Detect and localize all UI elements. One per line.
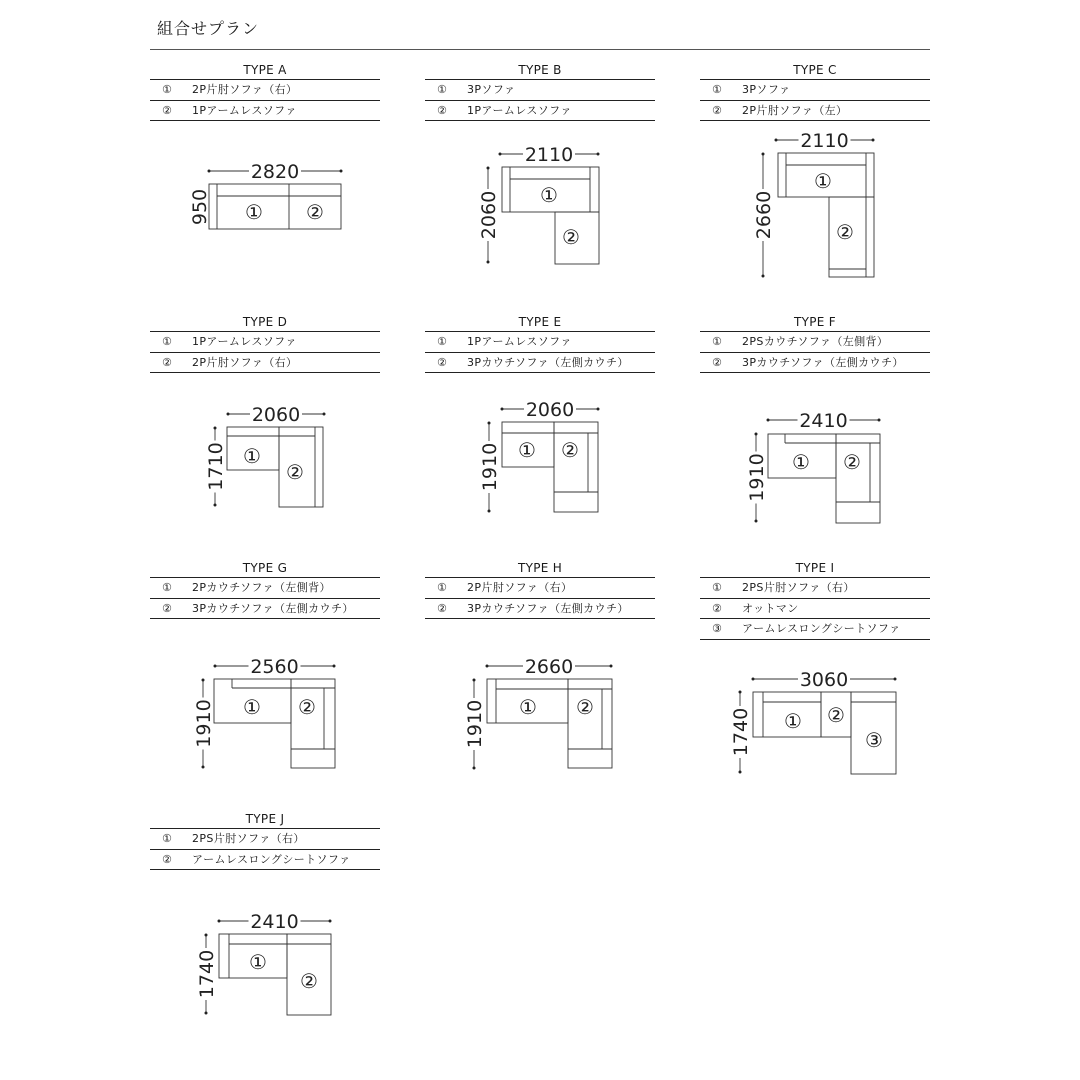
width-dimension: 2560 [250,656,299,678]
module-number: ① [518,438,536,462]
item-number: ② [712,103,722,117]
module-outline [568,679,612,768]
dimension-dot [755,520,758,523]
plan-type-f [746,410,881,523]
width-dimension: 3060 [799,669,849,691]
plan-type-j [196,911,332,1015]
dimension-dot [878,419,881,422]
width-dimension: 2660 [524,656,574,678]
item-number: ② [712,601,722,615]
type-name: TYPE I [795,561,835,575]
module-number: ② [836,220,854,244]
item-label: 3Pソファ [742,83,791,96]
module-number: ① [540,183,558,207]
module-number: ② [300,969,318,993]
type-name: TYPE C [793,63,837,77]
dimension-dot [329,920,332,923]
item-label: 2PS片肘ソファ（右） [742,581,855,594]
module-number: ① [249,950,267,974]
module-number: ② [827,703,845,727]
dimension-dot [762,153,765,156]
dimension-dot [894,678,897,681]
dimension-dot [486,665,489,668]
item-number: ① [162,335,172,348]
dimension-dot [775,139,778,142]
module-number: ② [286,460,304,484]
module-number: ① [784,709,802,733]
type-name: TYPE H [517,561,563,575]
item-number: ② [712,355,722,369]
dimension-dot [487,261,490,264]
type-name: TYPE G [242,561,288,575]
item-label: 2P片肘ソファ（左） [742,103,848,117]
item-label: オットマン [742,601,799,615]
module-outline [836,434,880,523]
module-number: ② [298,695,316,719]
plan-type-e [479,399,600,513]
item-number: ② [437,601,447,615]
item-label: 3Pカウチソファ（左側カウチ） [467,601,629,615]
width-dimension: 2820 [250,161,300,183]
type-name: TYPE F [794,315,836,329]
width-dimension: 2060 [251,404,301,426]
item-number: ② [162,103,172,117]
width-dimension: 2410 [250,911,299,933]
depth-dimension: 1910 [193,699,215,748]
dimension-dot [205,1012,208,1015]
module-number: ② [561,438,579,462]
item-label: 3Pソファ [467,83,516,96]
item-label: 1Pアームレスソファ [192,103,297,117]
item-label: 1Pアームレスソファ [467,335,572,348]
item-label: 2PS片肘ソファ（右） [192,832,305,845]
dimension-dot [323,413,326,416]
item-label: アームレスロングシートソファ [742,622,901,636]
dimension-dot [214,427,217,430]
depth-dimension: 950 [189,188,211,226]
item-number: ① [712,335,722,348]
module-number: ① [792,450,810,474]
dimension-dot [333,665,336,668]
module-number: ③ [865,728,883,752]
item-number: ③ [712,622,722,636]
dimension-dot [227,413,230,416]
type-name: TYPE A [243,63,287,77]
module-number: ① [814,169,832,193]
type-name: TYPE E [518,315,562,329]
item-number: ② [162,355,172,369]
dimension-dot [610,665,613,668]
dimension-dot [501,408,504,411]
item-number: ① [437,581,447,594]
dimension-dot [488,510,491,513]
module-number: ① [243,444,261,468]
plan-type-h [464,656,613,770]
depth-dimension: 1740 [196,949,218,999]
item-number: ① [162,581,172,594]
dimension-dot [872,139,875,142]
module-number: ① [243,695,261,719]
width-dimension: 2110 [800,130,849,152]
depth-dimension: 1740 [730,707,752,757]
dimension-dot [755,433,758,436]
dimension-dot [202,766,205,769]
dimension-dot [767,419,770,422]
dimension-dot [214,504,217,507]
width-dimension: 2410 [799,410,848,432]
module-number: ① [519,695,537,719]
dimension-dot [499,153,502,156]
plan-type-i [730,669,897,774]
depth-dimension: 2060 [478,190,500,240]
dimension-dot [597,153,600,156]
dimension-dot [202,679,205,682]
dimension-dot [214,665,217,668]
dimension-dot [473,679,476,682]
plan-type-a [189,161,343,233]
item-number: ② [437,103,447,117]
depth-dimension: 1910 [746,453,768,502]
item-number: ① [712,581,722,594]
item-label: 2P片肘ソファ（右） [467,581,573,594]
width-dimension: 2060 [525,399,575,421]
plan-type-g [193,656,336,769]
module-outline [291,679,335,768]
item-label: 2Pカウチソファ（左側背） [192,581,331,594]
plan-type-b [478,144,600,264]
item-number: ② [162,601,172,615]
item-label: 3Pカウチソファ（左側カウチ） [742,355,904,369]
type-name: TYPE J [245,812,285,826]
dimension-dot [762,275,765,278]
module-outline [554,422,598,512]
dimension-dot [488,422,491,425]
dimension-dot [340,170,343,173]
item-label: 1Pアームレスソファ [467,103,572,117]
dimension-dot [205,934,208,937]
item-label: 3Pカウチソファ（左側カウチ） [192,601,354,615]
depth-dimension: 1910 [479,442,501,492]
dimension-dot [487,167,490,170]
module-number: ② [306,200,324,224]
dimension-dot [739,771,742,774]
dimension-dot [218,920,221,923]
item-label: 3Pカウチソファ（左側カウチ） [467,355,629,369]
item-label: 2PSカウチソファ（左側背） [742,335,889,348]
dimension-dot [739,691,742,694]
width-dimension: 2110 [524,144,574,166]
item-label: 2P片肘ソファ（右） [192,355,298,369]
type-name: TYPE D [242,315,288,329]
module-number: ① [245,200,263,224]
dimension-dot [473,767,476,770]
item-number: ① [712,83,722,96]
item-number: ① [162,83,172,96]
module-number: ② [843,450,861,474]
item-label: 1Pアームレスソファ [192,335,297,348]
item-number: ② [437,355,447,369]
item-number: ① [162,832,172,845]
item-number: ① [437,83,447,96]
item-label: 2P片肘ソファ（右） [192,83,298,96]
type-name: TYPE B [518,63,562,77]
module-number: ② [576,695,594,719]
depth-dimension: 1910 [464,699,486,749]
item-label: アームレスロングシートソファ [192,852,351,866]
item-number: ② [162,852,172,866]
plan-type-d [205,404,326,507]
item-number: ① [437,335,447,348]
depth-dimension: 2660 [753,190,775,240]
dimension-dot [752,678,755,681]
plan-type-c [753,130,875,278]
depth-dimension: 1710 [205,442,227,491]
dimension-dot [208,170,211,173]
page-title: 組合せプラン [157,19,260,38]
dimension-dot [597,408,600,411]
module-number: ② [562,225,580,249]
